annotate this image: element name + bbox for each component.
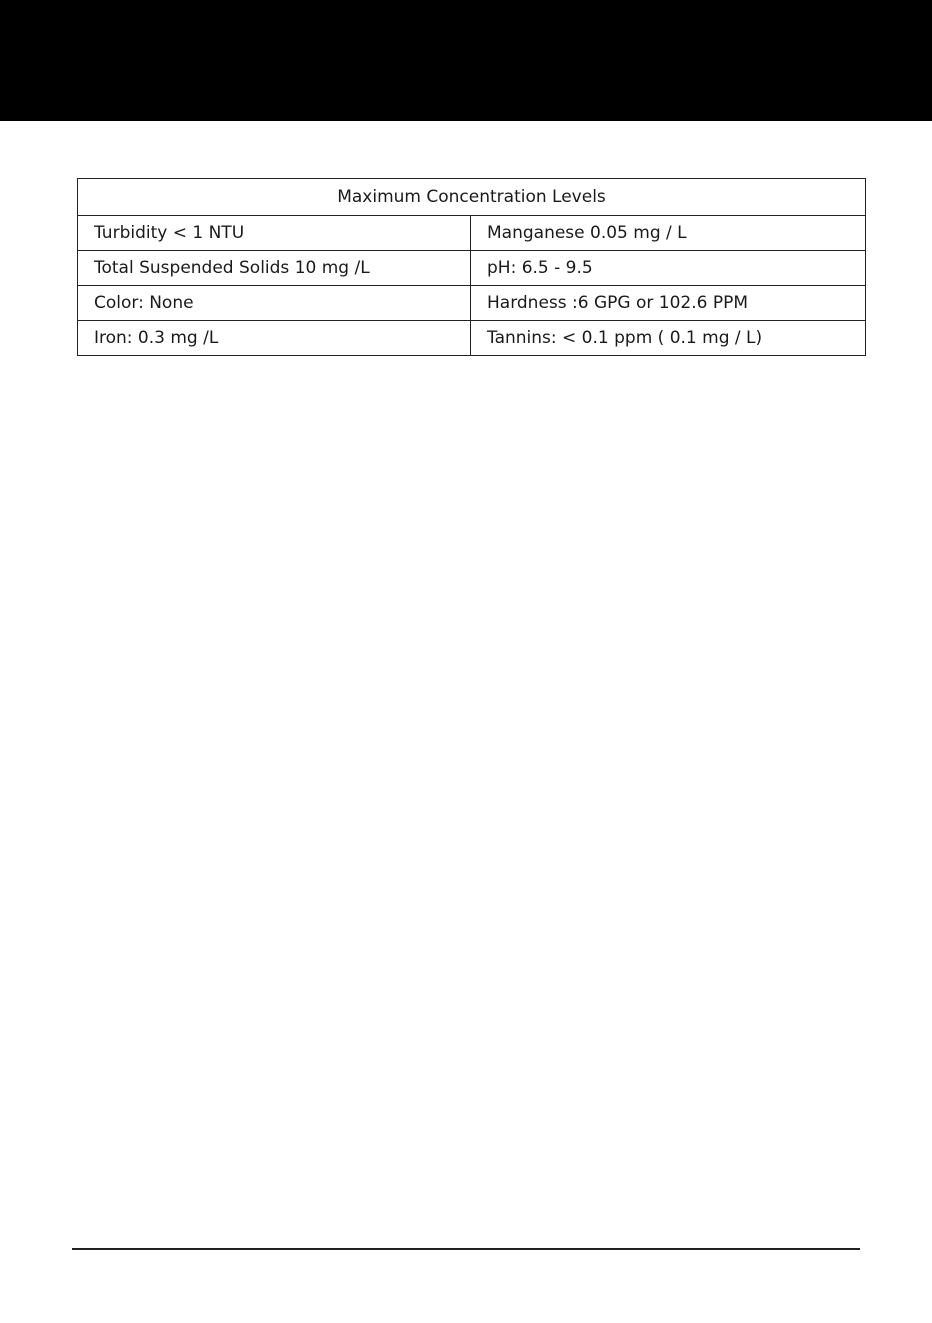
max-concentration-table bbox=[77, 178, 866, 356]
table-cell-color: Color: None bbox=[78, 286, 471, 321]
table-header-row bbox=[78, 179, 866, 216]
table-cell-manganese: Manganese 0.05 mg / L bbox=[471, 216, 866, 251]
table-cell-iron: Iron: 0.3 mg /L bbox=[78, 321, 471, 356]
table-cell-suspended-solids: Total Suspended Solids 10 mg /L bbox=[78, 251, 471, 286]
table-row bbox=[78, 321, 866, 356]
table-cell-ph: pH: 6.5 - 9.5 bbox=[471, 251, 866, 286]
table-row bbox=[78, 251, 866, 286]
header-bar bbox=[0, 0, 932, 121]
footer-divider bbox=[72, 1248, 860, 1250]
table-cell-tannins: Tannins: < 0.1 ppm ( 0.1 mg / L) bbox=[471, 321, 866, 356]
table-cell-turbidity: Turbidity < 1 NTU bbox=[78, 216, 471, 251]
table-title: Maximum Concentration Levels bbox=[78, 179, 866, 216]
table-row bbox=[78, 216, 866, 251]
table-cell-hardness: Hardness :6 GPG or 102.6 PPM bbox=[471, 286, 866, 321]
table-row bbox=[78, 286, 866, 321]
